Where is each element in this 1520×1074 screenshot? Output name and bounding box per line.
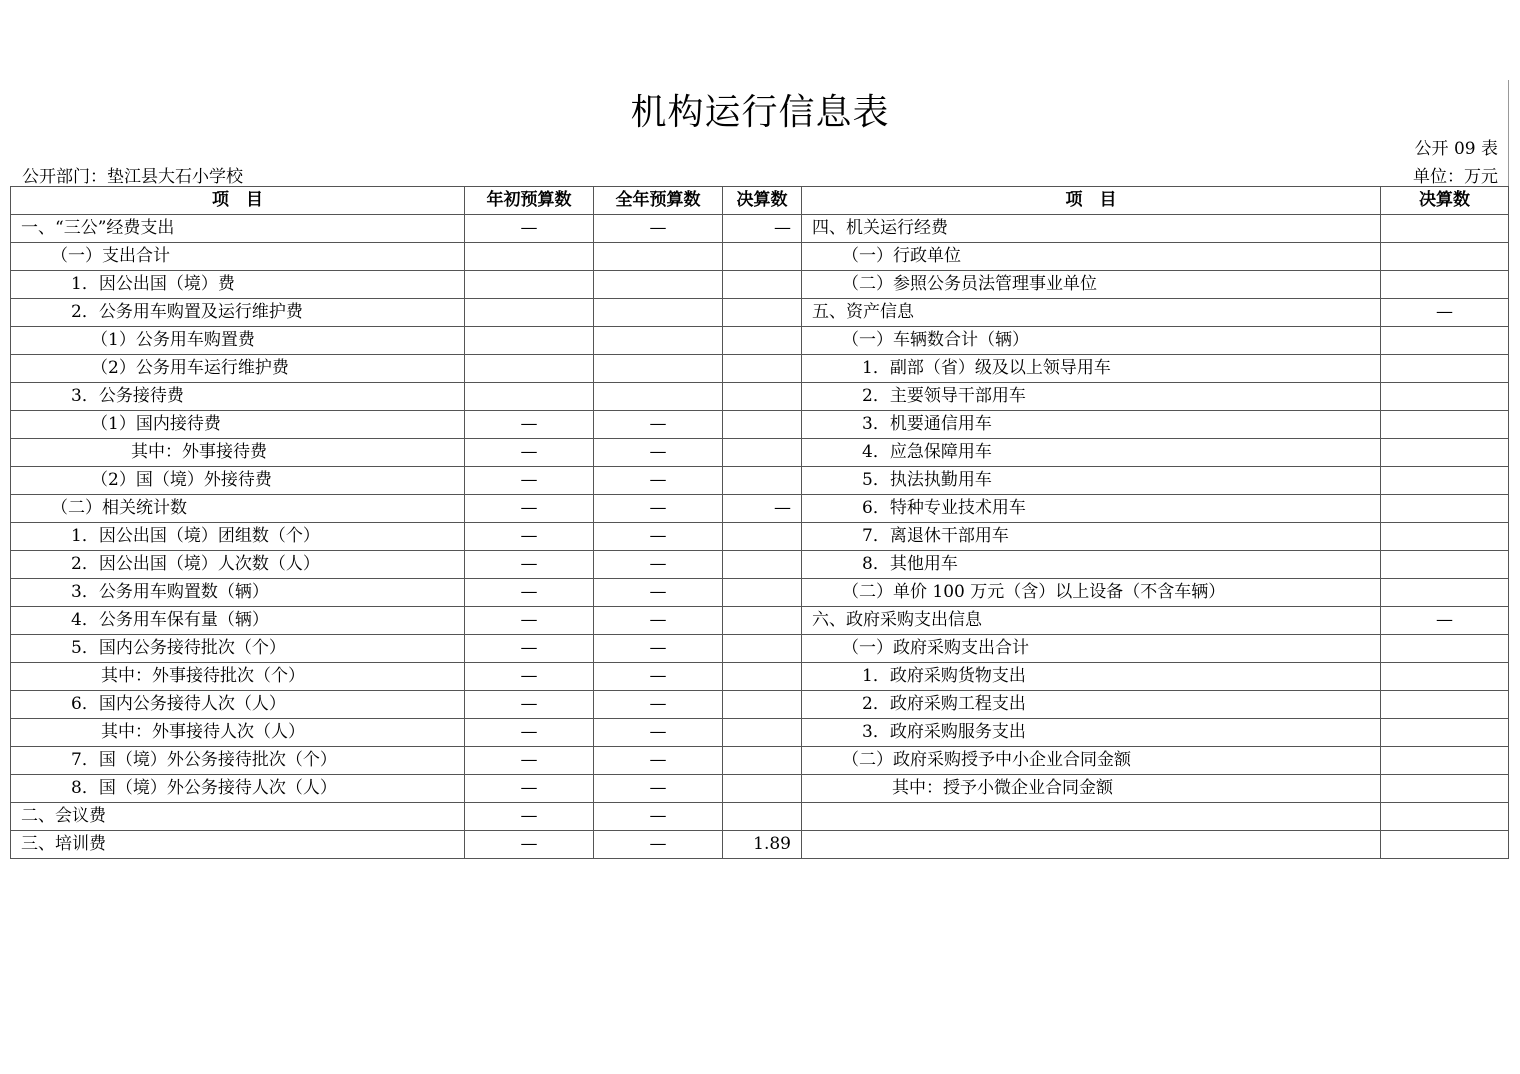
table-row — [11, 719, 1509, 747]
row-initial-budget — [465, 355, 594, 383]
row-full-budget — [594, 243, 723, 271]
table-row — [11, 663, 1509, 691]
row-item-right: 4．应急保障用车 — [802, 439, 1381, 467]
row-final-account — [723, 355, 802, 383]
row-initial-budget: — — [465, 551, 594, 579]
row-final-account: 1.89 — [723, 831, 802, 859]
row-full-budget: — — [594, 831, 723, 859]
row-initial-budget: — — [465, 663, 594, 691]
row-item-right: 1．政府采购货物支出 — [802, 663, 1381, 691]
row-item-left: （2）公务用车运行维护费 — [11, 355, 465, 383]
row-final-account — [723, 467, 802, 495]
row-item-right: 四、机关运行经费 — [802, 215, 1381, 243]
row-full-budget: — — [594, 663, 723, 691]
table-number: 公开 09 表 — [1414, 139, 1498, 159]
row-item-left: 三、培训费 — [11, 831, 465, 859]
row-initial-budget: — — [465, 411, 594, 439]
row-initial-budget — [465, 243, 594, 271]
table-row — [11, 271, 1509, 299]
unit-label: 单位：万元 — [1413, 167, 1498, 187]
row-final-account-right — [1381, 579, 1509, 607]
row-item-left: （1）公务用车购置费 — [11, 327, 465, 355]
row-full-budget: — — [594, 747, 723, 775]
table-row — [11, 215, 1509, 243]
row-final-account-right — [1381, 663, 1509, 691]
row-item-right: 六、政府采购支出信息 — [802, 607, 1381, 635]
row-item-left: 4．公务用车保有量（辆） — [11, 607, 465, 635]
row-full-budget: — — [594, 215, 723, 243]
row-final-account — [723, 775, 802, 803]
row-full-budget: — — [594, 551, 723, 579]
row-final-account — [723, 439, 802, 467]
row-initial-budget: — — [465, 635, 594, 663]
row-final-account-right — [1381, 691, 1509, 719]
row-full-budget: — — [594, 579, 723, 607]
row-item-right: 1．副部（省）级及以上领导用车 — [802, 355, 1381, 383]
row-item-left: 3．公务用车购置数（辆） — [11, 579, 465, 607]
department-label: 公开部门：垫江县大石小学校 — [22, 167, 243, 187]
row-initial-budget: — — [465, 719, 594, 747]
header-item-right: 项 目 — [802, 187, 1381, 215]
row-full-budget: — — [594, 439, 723, 467]
row-final-account — [723, 523, 802, 551]
row-initial-budget: — — [465, 607, 594, 635]
row-item-right: 2．主要领导干部用车 — [802, 383, 1381, 411]
row-full-budget: — — [594, 467, 723, 495]
row-item-right: 五、资产信息 — [802, 299, 1381, 327]
table-row — [11, 691, 1509, 719]
row-final-account: — — [723, 215, 802, 243]
row-final-account-right — [1381, 383, 1509, 411]
row-final-account-right — [1381, 327, 1509, 355]
row-item-left: 7．国（境）外公务接待批次（个） — [11, 747, 465, 775]
row-initial-budget — [465, 299, 594, 327]
row-item-left: （二）相关统计数 — [11, 495, 465, 523]
table-row — [11, 327, 1509, 355]
row-final-account-right — [1381, 747, 1509, 775]
row-final-account — [723, 551, 802, 579]
table-row — [11, 607, 1509, 635]
row-final-account-right — [1381, 719, 1509, 747]
row-full-budget: — — [594, 803, 723, 831]
row-final-account — [723, 747, 802, 775]
table-row — [11, 775, 1509, 803]
header-initial-budget: 年初预算数 — [465, 187, 594, 215]
row-final-account-right — [1381, 467, 1509, 495]
row-full-budget — [594, 327, 723, 355]
row-full-budget — [594, 271, 723, 299]
row-full-budget: — — [594, 523, 723, 551]
row-initial-budget: — — [465, 691, 594, 719]
row-item-right — [802, 831, 1381, 859]
row-final-account-right — [1381, 775, 1509, 803]
table-row — [11, 551, 1509, 579]
table-row — [11, 747, 1509, 775]
row-full-budget: — — [594, 495, 723, 523]
row-final-account-right: — — [1381, 607, 1509, 635]
table-row — [11, 579, 1509, 607]
row-item-left: 2．因公出国（境）人次数（人） — [11, 551, 465, 579]
row-initial-budget: — — [465, 523, 594, 551]
table-header-row — [11, 187, 1509, 215]
row-initial-budget: — — [465, 579, 594, 607]
row-item-right: （二）参照公务员法管理事业单位 — [802, 271, 1381, 299]
row-final-account-right — [1381, 215, 1509, 243]
row-item-left: 1．因公出国（境）团组数（个） — [11, 523, 465, 551]
row-final-account — [723, 411, 802, 439]
row-item-right: 7．离退休干部用车 — [802, 523, 1381, 551]
row-item-left: 其中：外事接待人次（人） — [11, 719, 465, 747]
row-item-left: 其中：外事接待费 — [11, 439, 465, 467]
row-final-account — [723, 691, 802, 719]
row-full-budget — [594, 383, 723, 411]
row-item-left: 1．因公出国（境）费 — [11, 271, 465, 299]
row-final-account-right — [1381, 243, 1509, 271]
row-initial-budget: — — [465, 439, 594, 467]
table-row — [11, 383, 1509, 411]
row-item-left: 二、会议费 — [11, 803, 465, 831]
row-initial-budget — [465, 383, 594, 411]
header-item-left: 项 目 — [11, 187, 465, 215]
table-row — [11, 439, 1509, 467]
row-item-left: （2）国（境）外接待费 — [11, 467, 465, 495]
row-initial-budget: — — [465, 775, 594, 803]
row-final-account-right — [1381, 439, 1509, 467]
row-initial-budget: — — [465, 467, 594, 495]
row-item-left: 2．公务用车购置及运行维护费 — [11, 299, 465, 327]
row-final-account — [723, 635, 802, 663]
row-initial-budget — [465, 327, 594, 355]
row-final-account — [723, 663, 802, 691]
table-body — [11, 215, 1509, 859]
row-initial-budget: — — [465, 495, 594, 523]
row-full-budget: — — [594, 691, 723, 719]
row-item-right: 3．政府采购服务支出 — [802, 719, 1381, 747]
row-item-right: 2．政府采购工程支出 — [802, 691, 1381, 719]
table-row — [11, 831, 1509, 859]
row-final-account-right — [1381, 551, 1509, 579]
row-final-account — [723, 803, 802, 831]
header-final-account: 决算数 — [723, 187, 802, 215]
row-full-budget: — — [594, 719, 723, 747]
row-item-right: 其中：授予小微企业合同金额 — [802, 775, 1381, 803]
row-item-left: 一、“三公”经费支出 — [11, 215, 465, 243]
row-final-account-right — [1381, 831, 1509, 859]
row-item-right: （一）政府采购支出合计 — [802, 635, 1381, 663]
row-item-left: 8．国（境）外公务接待人次（人） — [11, 775, 465, 803]
row-full-budget: — — [594, 775, 723, 803]
row-final-account-right — [1381, 523, 1509, 551]
table-row — [11, 467, 1509, 495]
table-row — [11, 355, 1509, 383]
page-title: 机构运行信息表 — [630, 92, 890, 133]
info-table — [10, 186, 1509, 859]
table-row — [11, 299, 1509, 327]
row-full-budget: — — [594, 607, 723, 635]
row-full-budget: — — [594, 635, 723, 663]
header-full-budget: 全年预算数 — [594, 187, 723, 215]
row-final-account — [723, 299, 802, 327]
row-initial-budget: — — [465, 803, 594, 831]
row-item-right — [802, 803, 1381, 831]
row-final-account — [723, 579, 802, 607]
row-item-right: 5．执法执勤用车 — [802, 467, 1381, 495]
row-final-account — [723, 719, 802, 747]
row-final-account — [723, 383, 802, 411]
table-row — [11, 411, 1509, 439]
row-final-account — [723, 327, 802, 355]
row-item-left: （1）国内接待费 — [11, 411, 465, 439]
table-row — [11, 243, 1509, 271]
row-item-right: 8．其他用车 — [802, 551, 1381, 579]
row-item-left: （一）支出合计 — [11, 243, 465, 271]
row-final-account-right — [1381, 411, 1509, 439]
row-full-budget: — — [594, 411, 723, 439]
row-final-account — [723, 243, 802, 271]
row-initial-budget: — — [465, 747, 594, 775]
table-row — [11, 635, 1509, 663]
row-initial-budget: — — [465, 831, 594, 859]
row-item-right: （二）政府采购授予中小企业合同金额 — [802, 747, 1381, 775]
table-row — [11, 803, 1509, 831]
row-item-left: 3．公务接待费 — [11, 383, 465, 411]
row-item-right: （二）单价 100 万元（含）以上设备（不含车辆） — [802, 579, 1381, 607]
row-item-left: 5．国内公务接待批次（个） — [11, 635, 465, 663]
row-initial-budget — [465, 271, 594, 299]
row-item-left: 其中：外事接待批次（个） — [11, 663, 465, 691]
row-item-left: 6．国内公务接待人次（人） — [11, 691, 465, 719]
table-row — [11, 495, 1509, 523]
row-final-account — [723, 271, 802, 299]
table-row — [11, 523, 1509, 551]
row-final-account-right: — — [1381, 299, 1509, 327]
row-final-account-right — [1381, 495, 1509, 523]
row-full-budget — [594, 299, 723, 327]
row-final-account-right — [1381, 635, 1509, 663]
row-final-account-right — [1381, 271, 1509, 299]
row-item-right: （一）车辆数合计（辆） — [802, 327, 1381, 355]
row-final-account — [723, 607, 802, 635]
page-edge-line — [1508, 80, 1509, 186]
row-item-right: 6．特种专业技术用车 — [802, 495, 1381, 523]
row-initial-budget: — — [465, 215, 594, 243]
row-final-account-right — [1381, 355, 1509, 383]
row-item-right: 3．机要通信用车 — [802, 411, 1381, 439]
row-item-right: （一）行政单位 — [802, 243, 1381, 271]
row-full-budget — [594, 355, 723, 383]
row-final-account: — — [723, 495, 802, 523]
row-final-account-right — [1381, 803, 1509, 831]
header-final-account-right: 决算数 — [1381, 187, 1509, 215]
